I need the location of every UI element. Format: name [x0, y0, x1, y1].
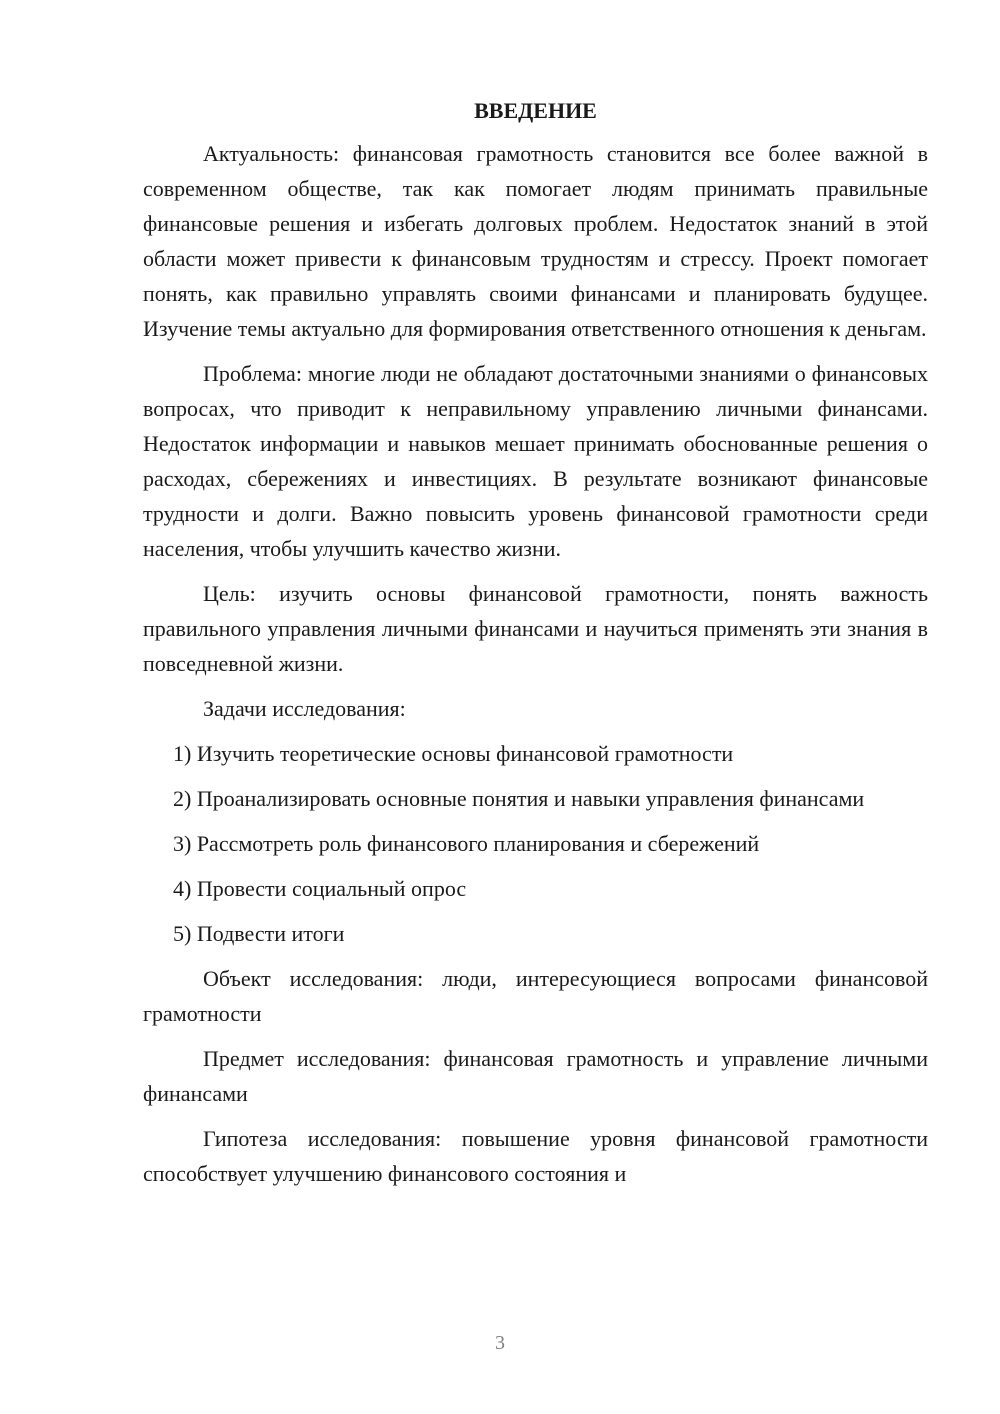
relevance-paragraph: Актуальность: финансовая грамотность становится все более важной в современном обществе, так как помогает людям принимать правильные финансовые решения и избегать долговых проблем. Недостаток знаний в этой области может привести к финансовым трудностям и стрессу. Проект помогает понять, как правильно управлять своими финансами и планировать будущее. Изучение темы актуально для формирования ответственного отношения к деньгам. [143, 141, 928, 341]
task-item-3: 3) Рассмотреть роль финансового планирования и сбережений [173, 831, 760, 856]
section-title: ВВЕДЕНИЕ [474, 98, 597, 123]
hypothesis-paragraph: Гипотеза исследования: повышение уровня финансовой грамотности способствует улучшению финансового состояния и [143, 1126, 928, 1186]
object-paragraph: Объект исследования: люди, интересующиеся вопросами финансовой грамотности [143, 966, 928, 1026]
goal-paragraph: Цель: изучить основы финансовой грамотности, понять важность правильного управления личными финансами и научиться применять эти знания в повседневной жизни. [143, 581, 928, 676]
document-page [143, 96, 928, 1201]
task-item-5: 5) Подвести итоги [173, 921, 345, 946]
subject-paragraph: Предмет исследования: финансовая грамотность и управление личными финансами [143, 1046, 928, 1106]
task-item-4: 4) Провести социальный опрос [173, 876, 467, 901]
task-item-1: 1) Изучить теоретические основы финансовой грамотности [173, 741, 734, 766]
task-item-2: 2) Проанализировать основные понятия и навыки управления финансами [173, 786, 865, 811]
problem-paragraph: Проблема: многие люди не обладают достаточными знаниями о финансовых вопросах, что приводит к неправильному управлению личными финансами. Недостаток информации и навыков мешает принимать обоснованные решения о расходах, сбережениях и инвестициях. В результате возникают финансовые трудности и долги. Важно повысить уровень финансовой грамотности среди населения, чтобы улучшить качество жизни. [143, 361, 928, 561]
page-number: 3 [495, 1332, 505, 1354]
tasks-heading: Задачи исследования: [203, 696, 406, 721]
